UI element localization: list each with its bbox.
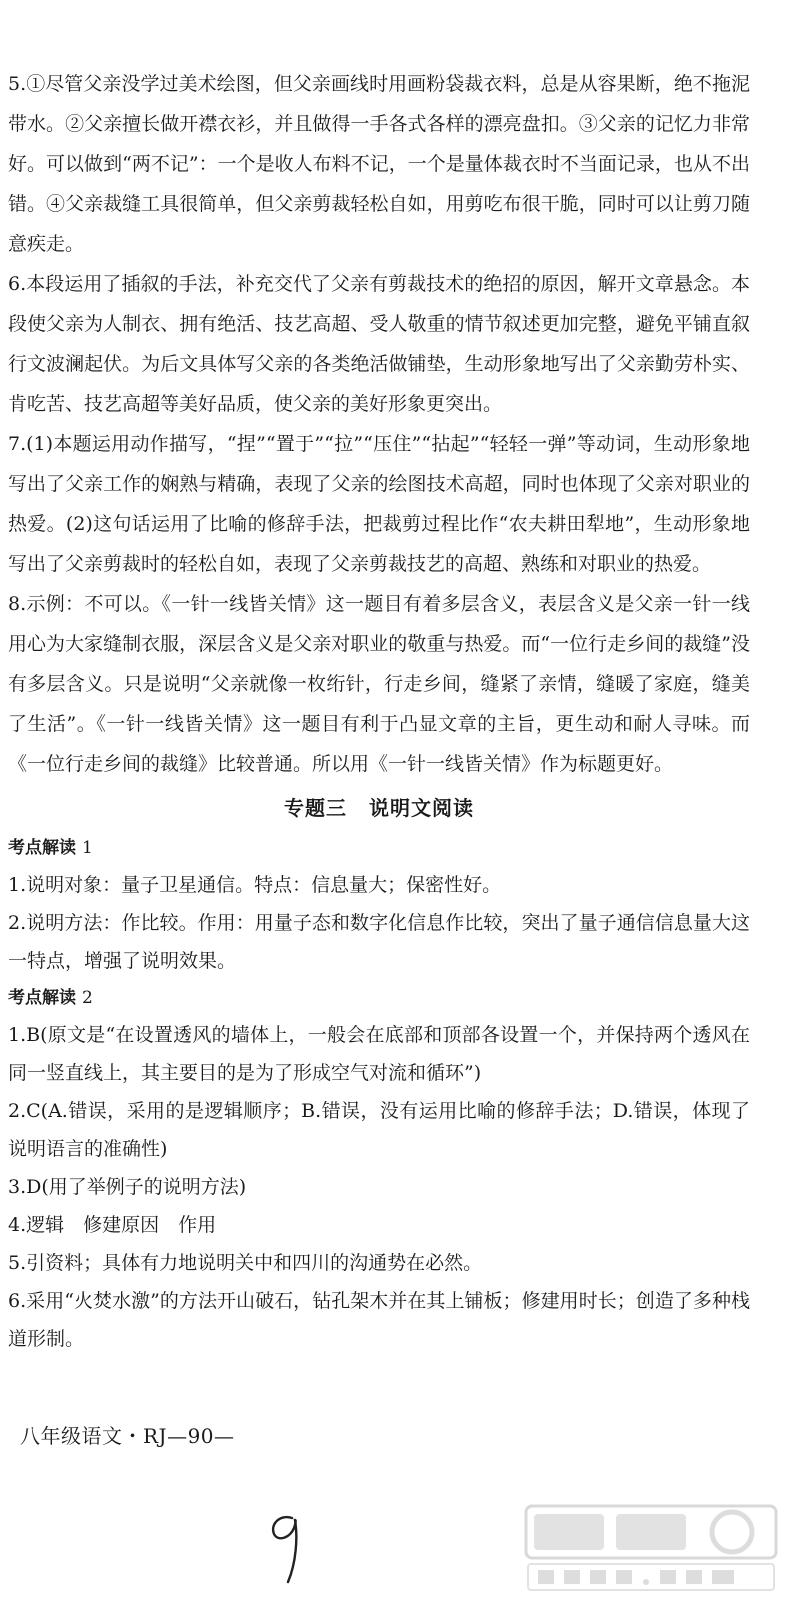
answer-number: 7. bbox=[8, 433, 27, 455]
answer-item-7 bbox=[8, 424, 750, 584]
answer-number: 5. bbox=[8, 1252, 27, 1274]
answer-text: 示例：不可以。《一针一线皆关情》这一题目有着多层含义，表层含义是父亲一针一线用心为大家缝制衣服，深层含义是父亲对职业的敬重与热爱。而“一位行走乡间的裁缝”没有多层含义。只是说明“父亲就像一枚绗针，行走乡间，缝紧了亲情，缝暖了家庭，缝美了生活”。《一针一线皆关情》这一题目有利于凸显文章的主旨，更生动和耐人寻味。而《一位行走乡间的裁缝》比较普通。所以用《一针一线皆关情》作为标题更好。 bbox=[8, 593, 750, 775]
answer-number: 5. bbox=[8, 73, 27, 95]
block2-item-1 bbox=[8, 1016, 750, 1092]
answer-number: 2. bbox=[8, 912, 27, 934]
answer-text: 引资料；具体有力地说明关中和四川的沟通势在必然。 bbox=[26, 1252, 483, 1274]
block1-item-2 bbox=[8, 904, 750, 980]
block2-item-3 bbox=[8, 1168, 750, 1206]
section-title-name: 说明文阅读 bbox=[369, 796, 474, 820]
handwritten-digit-mark bbox=[262, 1508, 312, 1588]
answer-text: 说明方法：作比较。作用：用量子态和数字化信息作比较，突出了量子通信信息量大这一特点，增强了说明效果。 bbox=[8, 912, 750, 972]
answer-number: 8. bbox=[8, 593, 27, 615]
watermark-logo bbox=[520, 1500, 782, 1596]
block1-item-1 bbox=[8, 866, 750, 904]
section-title bbox=[8, 788, 750, 828]
answer-number: 6. bbox=[8, 273, 27, 295]
block2-item-6 bbox=[8, 1282, 750, 1358]
block-heading-label: 考点解读 bbox=[8, 988, 76, 1008]
block2-item-4 bbox=[8, 1206, 750, 1244]
answer-text: (1)本题运用动作描写，“捏”“置于”“拉”“压住”“拈起”“轻轻一弹”等动词，生动形象地写出了父亲工作的娴熟与精确，表现了父亲的绘图技术高超，同时也体现了父亲对职业的热爱。(2)这句话运用了比喻的修辞手法，把裁剪过程比作“农夫耕田犁地”，生动形象地写出了父亲剪裁时的轻松自如，表现了父亲剪裁技艺的高超、熟练和对职业的热爱。 bbox=[8, 433, 750, 575]
answer-item-5 bbox=[8, 64, 750, 264]
answer-number: 3. bbox=[8, 1176, 27, 1198]
answer-item-6 bbox=[8, 264, 750, 424]
answer-content bbox=[8, 64, 750, 1358]
answer-text: 说明对象：量子卫星通信。特点：信息量大；保密性好。 bbox=[26, 874, 502, 896]
answer-number: 2. bbox=[8, 1100, 27, 1122]
block-heading-number: 1 bbox=[82, 838, 93, 858]
answer-text: 采用“火焚水激”的方法开山破石，钻孔架木并在其上铺板；修建用时长；创造了多种栈道形制。 bbox=[8, 1290, 750, 1350]
answer-text: B(原文是“在设置透风的墙体上，一般会在底部和顶部各设置一个，并保持两个透风在同一竖直线上，其主要目的是为了形成空气对流和循环”) bbox=[8, 1024, 750, 1084]
answer-item-8 bbox=[8, 584, 750, 784]
block-heading-number: 2 bbox=[82, 988, 93, 1008]
page-footer: 八年级语文・RJ—90— bbox=[20, 1424, 235, 1448]
block-heading-1 bbox=[8, 830, 750, 866]
answer-text: 本段运用了插叙的手法，补充交代了父亲有剪裁技术的绝招的原因，解开文章悬念。本段使父亲为人制衣、拥有绝活、技艺高超、受人敬重的情节叙述更加完整，避免平铺直叙行文波澜起伏。为后文具体写父亲的各类绝活做铺垫，生动形象地写出了父亲勤劳朴实、肯吃苦、技艺高超等美好品质，使父亲的美好形象更突出。 bbox=[8, 273, 750, 415]
answer-text: ①尽管父亲没学过美术绘图，但父亲画线时用画粉袋裁衣料，总是从容果断，绝不拖泥带水。②父亲擅长做开襟衣衫，并且做得一手各式各样的漂亮盘扣。③父亲的记忆力非常好。可以做到“两不记”：一个是收人布料不记，一个是量体裁衣时不当面记录，也从不出错。④父亲裁缝工具很简单，但父亲剪裁轻松自如，用剪吃布很干脆，同时可以让剪刀随意疾走。 bbox=[8, 73, 750, 255]
answer-text: C(A.错误，采用的是逻辑顺序；B.错误，没有运用比喻的修辞手法；D.错误，体现了说明语言的准确性) bbox=[8, 1100, 750, 1160]
answer-number: 6. bbox=[8, 1290, 27, 1312]
answer-text: 逻辑 修建原因 作用 bbox=[26, 1214, 217, 1236]
section-title-topic: 专题三 bbox=[284, 796, 347, 820]
answer-number: 1. bbox=[8, 1024, 27, 1046]
answer-text: D(用了举例子的说明方法) bbox=[26, 1176, 247, 1198]
block2-item-2 bbox=[8, 1092, 750, 1168]
block2-item-5 bbox=[8, 1244, 750, 1282]
block-heading-2 bbox=[8, 980, 750, 1016]
answer-number: 1. bbox=[8, 874, 27, 896]
answer-number: 4. bbox=[8, 1214, 27, 1236]
block-heading-label: 考点解读 bbox=[8, 838, 76, 858]
